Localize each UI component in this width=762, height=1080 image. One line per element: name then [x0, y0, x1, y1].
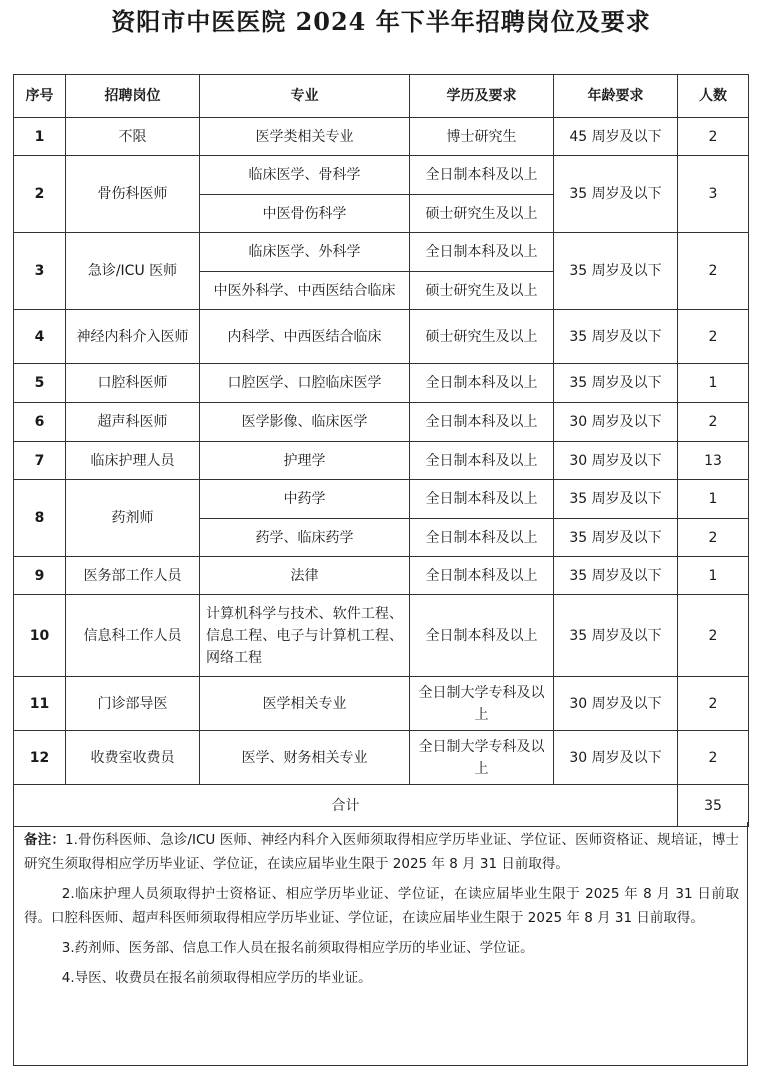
cell-position: 医务部工作人员 — [66, 557, 200, 595]
note-1 — [24, 828, 739, 876]
cell-position: 不限 — [66, 118, 200, 156]
table-row — [14, 480, 749, 519]
cell-education: 全日制本科及以上 — [410, 480, 554, 519]
cell-education: 全日制本科及以上 — [410, 233, 554, 272]
cell-count: 1 — [678, 364, 749, 403]
cell-education: 硕士研究生及以上 — [410, 272, 554, 310]
cell-count: 2 — [678, 731, 749, 785]
table-row — [14, 595, 749, 677]
note-3: 3.药剂师、医务部、信息工作人员在报名前须取得相应学历的毕业证、学位证。 — [61, 940, 534, 956]
cell-count: 2 — [678, 595, 749, 677]
cell-count: 13 — [678, 442, 749, 480]
cell-major: 医学类相关专业 — [200, 118, 410, 156]
cell-age: 30 周岁及以下 — [554, 731, 678, 785]
cell-seq: 4 — [14, 310, 66, 364]
cell-position: 门诊部导医 — [66, 677, 200, 731]
cell-education: 全日制本科及以上 — [410, 442, 554, 480]
cell-count: 2 — [678, 403, 749, 442]
header-education: 学历及要求 — [410, 75, 554, 118]
cell-seq: 5 — [14, 364, 66, 403]
cell-major: 护理学 — [200, 442, 410, 480]
cell-count: 2 — [678, 118, 749, 156]
cell-age: 30 周岁及以下 — [554, 677, 678, 731]
cell-position: 临床护理人员 — [66, 442, 200, 480]
cell-seq: 10 — [14, 595, 66, 677]
cell-seq: 3 — [14, 233, 66, 310]
cell-major: 法律 — [200, 557, 410, 595]
cell-seq: 8 — [14, 480, 66, 557]
cell-major: 药学、临床药学 — [200, 519, 410, 557]
cell-education: 全日制本科及以上 — [410, 595, 554, 677]
cell-count: 2 — [678, 519, 749, 557]
cell-age: 35 周岁及以下 — [554, 156, 678, 233]
cell-position: 信息科工作人员 — [66, 595, 200, 677]
cell-age: 35 周岁及以下 — [554, 480, 678, 519]
header-major: 专业 — [200, 75, 410, 118]
cell-count: 2 — [678, 677, 749, 731]
cell-age: 35 周岁及以下 — [554, 364, 678, 403]
cell-education: 博士研究生 — [410, 118, 554, 156]
cell-position: 骨伤科医师 — [66, 156, 200, 233]
note-2: 2.临床护理人员须取得护士资格证、相应学历毕业证、学位证，在读应届毕业生限于 2025 年 8 月 31 日前取得。口腔科医师、超声科医师须取得相应学历毕业证、学位证，在读应届毕业生限于 2025 年 8 月 31 日前取得。 — [24, 886, 739, 926]
table-row — [14, 403, 749, 442]
cell-education: 全日制本科及以上 — [410, 364, 554, 403]
cell-count: 1 — [678, 480, 749, 519]
cell-age: 35 周岁及以下 — [554, 519, 678, 557]
cell-count: 2 — [678, 233, 749, 310]
cell-seq: 7 — [14, 442, 66, 480]
cell-major: 计算机科学与技术、软件工程、信息工程、电子与计算机工程、网络工程 — [200, 595, 410, 677]
cell-major: 医学相关专业 — [200, 677, 410, 731]
cell-education: 全日制大学专科及以上 — [410, 677, 554, 731]
cell-education: 全日制本科及以上 — [410, 156, 554, 195]
cell-major: 中医骨伤科学 — [200, 195, 410, 233]
cell-position: 收费室收费员 — [66, 731, 200, 785]
total-label: 合计 — [14, 785, 678, 827]
header-age: 年龄要求 — [554, 75, 678, 118]
note-1-text: 1.骨伤科医师、急诊/ICU 医师、神经内科介入医师须取得相应学历毕业证、学位证、医师资格证、规培证，博士研究生须取得相应学历毕业证、学位证，在读应届毕业生限于 2025 年 8 月 31 日前取得。 — [24, 832, 739, 872]
table-row — [14, 118, 749, 156]
cell-age: 35 周岁及以下 — [554, 310, 678, 364]
note-4: 4.导医、收费员在报名前须取得相应学历的毕业证。 — [61, 970, 372, 986]
cell-age: 30 周岁及以下 — [554, 403, 678, 442]
cell-major: 医学影像、临床医学 — [200, 403, 410, 442]
cell-major: 医学、财务相关专业 — [200, 731, 410, 785]
table-total-row — [14, 785, 749, 827]
cell-education: 全日制本科及以上 — [410, 403, 554, 442]
table-row — [14, 233, 749, 272]
page-title: 资阳市中医医院 2024 年下半年招聘岗位及要求 — [111, 7, 651, 36]
cell-age: 35 周岁及以下 — [554, 557, 678, 595]
header-count: 人数 — [678, 75, 749, 118]
cell-age: 30 周岁及以下 — [554, 442, 678, 480]
cell-position: 急诊/ICU 医师 — [66, 233, 200, 310]
cell-age: 35 周岁及以下 — [554, 233, 678, 310]
cell-major: 临床医学、骨科学 — [200, 156, 410, 195]
table-row — [14, 557, 749, 595]
cell-major: 口腔医学、口腔临床医学 — [200, 364, 410, 403]
total-count: 35 — [678, 785, 749, 827]
cell-count: 2 — [678, 310, 749, 364]
table-row — [14, 442, 749, 480]
header-seq: 序号 — [14, 75, 66, 118]
cell-major: 内科学、中西医结合临床 — [200, 310, 410, 364]
cell-position: 超声科医师 — [66, 403, 200, 442]
cell-seq: 2 — [14, 156, 66, 233]
table-row — [14, 677, 749, 731]
cell-major: 临床医学、外科学 — [200, 233, 410, 272]
cell-education: 硕士研究生及以上 — [410, 195, 554, 233]
table-row — [14, 364, 749, 403]
notes-label: 备注： — [24, 832, 66, 848]
cell-seq: 1 — [14, 118, 66, 156]
cell-position: 口腔科医师 — [66, 364, 200, 403]
cell-major: 中医外科学、中西医结合临床 — [200, 272, 410, 310]
header-position: 招聘岗位 — [66, 75, 200, 118]
cell-major: 中药学 — [200, 480, 410, 519]
cell-position: 神经内科介入医师 — [66, 310, 200, 364]
table-row — [14, 156, 749, 195]
notes-section — [13, 822, 748, 1066]
cell-count: 1 — [678, 557, 749, 595]
cell-age: 35 周岁及以下 — [554, 595, 678, 677]
table-header-row — [14, 75, 749, 118]
cell-education: 全日制大学专科及以上 — [410, 731, 554, 785]
cell-education: 全日制本科及以上 — [410, 557, 554, 595]
recruitment-table — [13, 74, 749, 827]
cell-education: 全日制本科及以上 — [410, 519, 554, 557]
cell-age: 45 周岁及以下 — [554, 118, 678, 156]
cell-position: 药剂师 — [66, 480, 200, 557]
cell-education: 硕士研究生及以上 — [410, 310, 554, 364]
cell-count: 3 — [678, 156, 749, 233]
table-row — [14, 310, 749, 364]
cell-seq: 11 — [14, 677, 66, 731]
cell-seq: 12 — [14, 731, 66, 785]
cell-seq: 6 — [14, 403, 66, 442]
cell-seq: 9 — [14, 557, 66, 595]
table-row — [14, 731, 749, 785]
